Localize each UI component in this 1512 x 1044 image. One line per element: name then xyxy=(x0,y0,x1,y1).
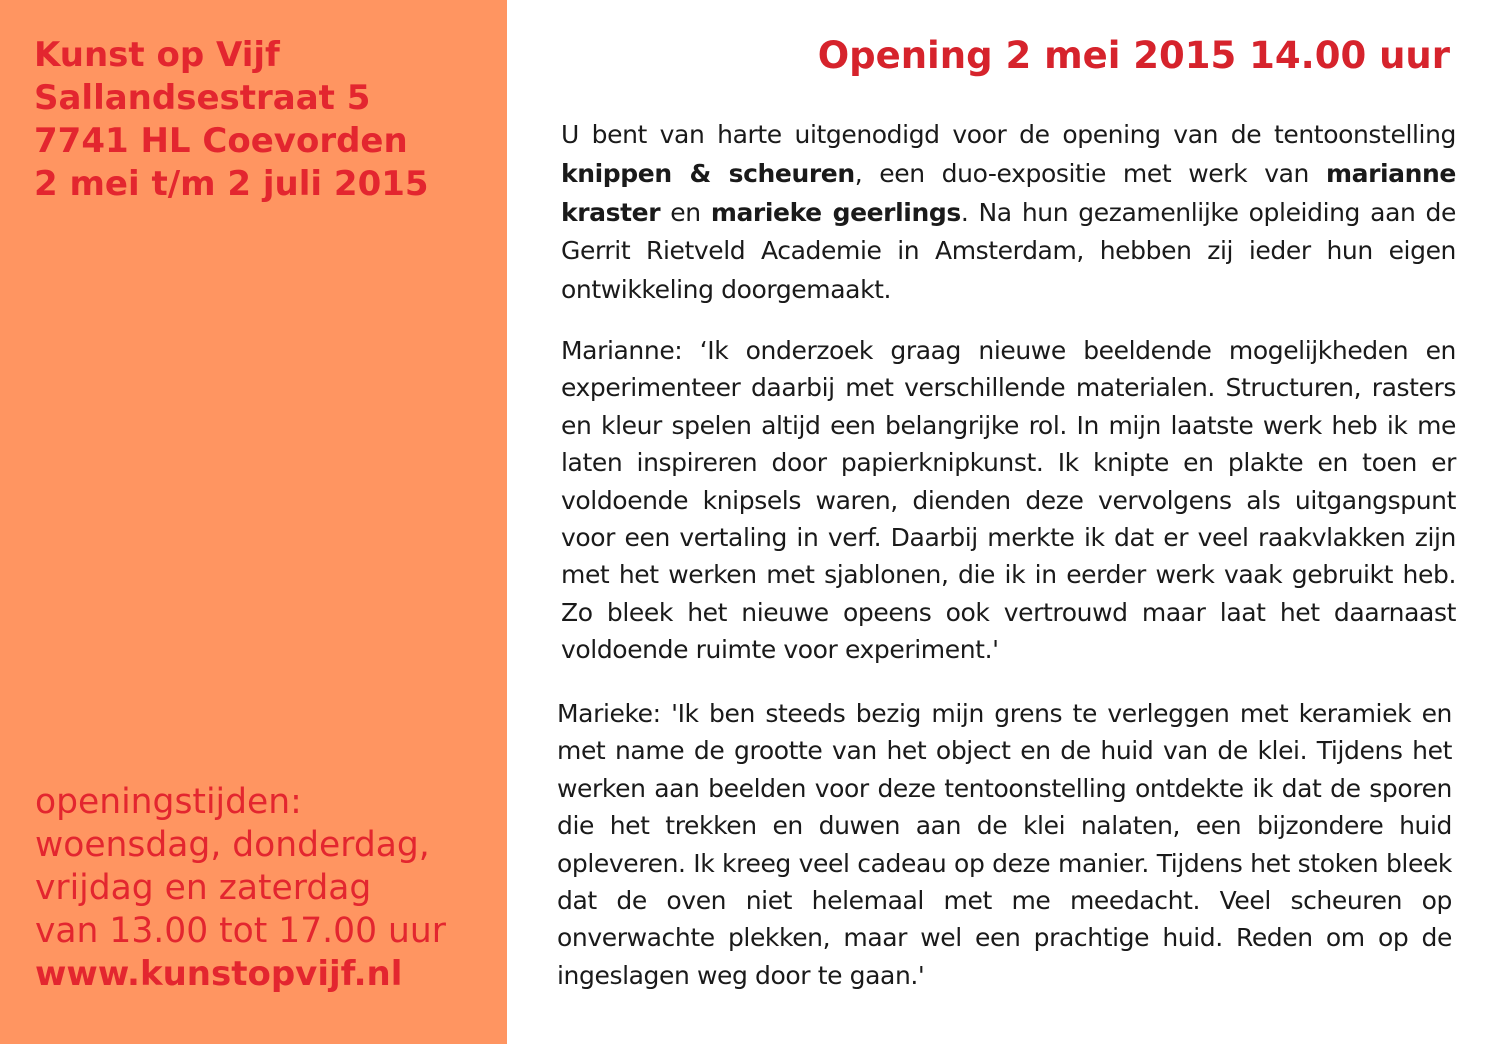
hours-time: van 13.00 tot 17.00 uur xyxy=(35,911,446,951)
intro-text-1: U bent van harte uitgenodigd voor de opening van de tentoonstelling xyxy=(561,120,1456,149)
venue-postal-city: 7741 HL Coevorden xyxy=(34,121,408,161)
hours-days-line2: vrijdag en zaterdag xyxy=(35,868,372,908)
artist-name-marieke: marieke geerlings xyxy=(710,197,961,227)
intro-text-2: , een duo-expositie met werk van xyxy=(854,158,1326,188)
intro-paragraph xyxy=(561,116,1456,310)
venue-street: Sallandsestraat 5 xyxy=(34,78,371,118)
opening-title: Opening 2 mei 2015 14.00 uur xyxy=(817,34,1450,77)
intro-text-3: en xyxy=(660,197,711,227)
sidebar-panel xyxy=(0,0,507,1044)
exhibition-title: knippen & scheuren xyxy=(561,158,855,188)
hours-days-line1: woensdag, donderdag, xyxy=(35,825,430,865)
exhibition-dates: 2 mei t/m 2 juli 2015 xyxy=(34,164,429,204)
marieke-statement: Marieke: 'Ik ben steeds bezig mijn grens te verleggen met keramiek en met name de grootte van het object en de huid van de klei. Tijdens het werken aan beelden voor deze tentoonstelling ontdekte ik dat de sporen die het trekken en duwen aan de klei nalaten, een bijzondere huid opleveren. Ik kreeg veel cadeau op deze manier. Tijdens het stoken bleek dat de oven niet helemaal met me meedacht. Veel scheuren op onverwachte plekken, maar wel een prachtige huid. Reden om op de ingeslagen weg door te gaan.' xyxy=(557,699,1452,990)
venue-block xyxy=(34,34,494,206)
artist-name-marianne: marianne kraster xyxy=(561,158,1456,227)
hours-heading: openingstijden: xyxy=(35,782,302,822)
website-link[interactable]: www.kunstopvijf.nl xyxy=(35,954,403,994)
venue-name: Kunst op Vijf xyxy=(34,35,280,75)
intro-text-4: . Na hun gezamenlijke opleiding aan de Gerrit Rietveld Academie in Amsterdam, hebben zij ieder hun eigen ontwikkeling doorgemaakt. xyxy=(561,197,1456,305)
opening-hours-block xyxy=(35,781,505,996)
marianne-statement: Marianne: ‘Ik onderzoek graag nieuwe beeldende mogelijkheden en experimenteer daarbij met verschillende materialen. Structuren, rasters en kleur spelen altijd een belangrijke rol. In mijn laatste werk heb ik me laten inspireren door papierknipkunst. Ik knipte en plakte en toen er voldoende knipsels waren, dienden deze vervolgens als uitgangspunt voor een vertaling in verf. Daarbij merkte ik dat er veel raakvlakken zijn met het werken met sjablonen, die ik in eerder werk vaak gebruikt heb. Zo bleek het nieuwe opeens ook vertrouwd maar laat het daarnaast voldoende ruimte voor experiment.' xyxy=(561,336,1456,665)
